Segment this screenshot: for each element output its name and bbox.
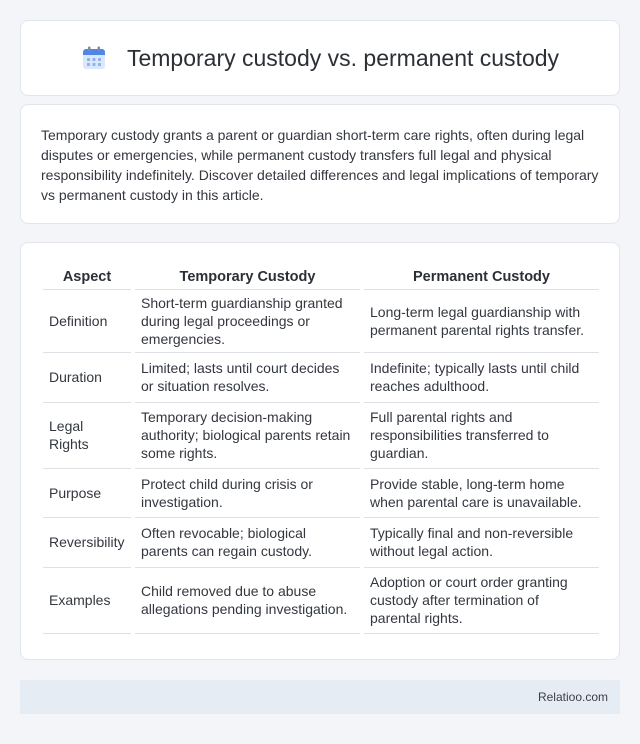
cell-permanent: Provide stable, long-term home when parental care is unavailable. — [362, 468, 599, 517]
footer-brand[interactable]: Relatioo.com — [537, 690, 608, 704]
cell-permanent: Typically final and non-reversible without legal action. — [362, 517, 599, 567]
table-row — [43, 402, 599, 468]
cell-aspect: Duration — [43, 352, 133, 402]
comparison-table-card — [20, 242, 620, 660]
cell-permanent: Adoption or court order granting custody after termination of parental rights. — [362, 567, 599, 633]
table-row — [43, 567, 599, 633]
cell-aspect: Purpose — [43, 468, 133, 517]
intro-card — [20, 104, 620, 224]
header-temporary: Temporary Custody — [133, 263, 362, 289]
calendar-icon — [81, 45, 107, 71]
cell-temporary: Short-term guardianship granted during legal proceedings or emergencies. — [133, 289, 362, 352]
table-row — [43, 289, 599, 352]
table-row — [43, 517, 599, 567]
cell-aspect: Examples — [43, 567, 133, 633]
cell-aspect: Definition — [43, 289, 133, 352]
cell-permanent: Indefinite; typically lasts until child reaches adulthood. — [362, 352, 599, 402]
cell-temporary: Temporary decision-making authority; biological parents retain some rights. — [133, 402, 362, 468]
footer — [20, 680, 620, 714]
cell-permanent: Long-term legal guardianship with permanent parental rights transfer. — [362, 289, 599, 352]
table-row — [43, 352, 599, 402]
header-permanent: Permanent Custody — [362, 263, 599, 289]
cell-aspect: Reversibility — [43, 517, 133, 567]
page-title: Temporary custody vs. permanent custody — [126, 44, 560, 71]
header-aspect: Aspect — [43, 263, 133, 289]
cell-aspect: Legal Rights — [43, 402, 133, 468]
title-card — [20, 20, 620, 96]
cell-temporary: Protect child during crisis or investigation. — [133, 468, 362, 517]
cell-temporary: Child removed due to abuse allegations pending investigation. — [133, 567, 362, 633]
comparison-table — [43, 263, 599, 634]
table-header-row — [43, 263, 599, 289]
cell-permanent: Full parental rights and responsibilities transferred to guardian. — [362, 402, 599, 468]
intro-text: Temporary custody grants a parent or guardian short-term care rights, often during legal disputes or emergencies, while permanent custody transfers full legal and physical responsibility indefinitely. Discover detailed differences and legal implications of temporary vs permanent custody in this article. — [41, 127, 599, 203]
cell-temporary: Limited; lasts until court decides or situation resolves. — [133, 352, 362, 402]
cell-temporary: Often revocable; biological parents can regain custody. — [133, 517, 362, 567]
table-row — [43, 468, 599, 517]
